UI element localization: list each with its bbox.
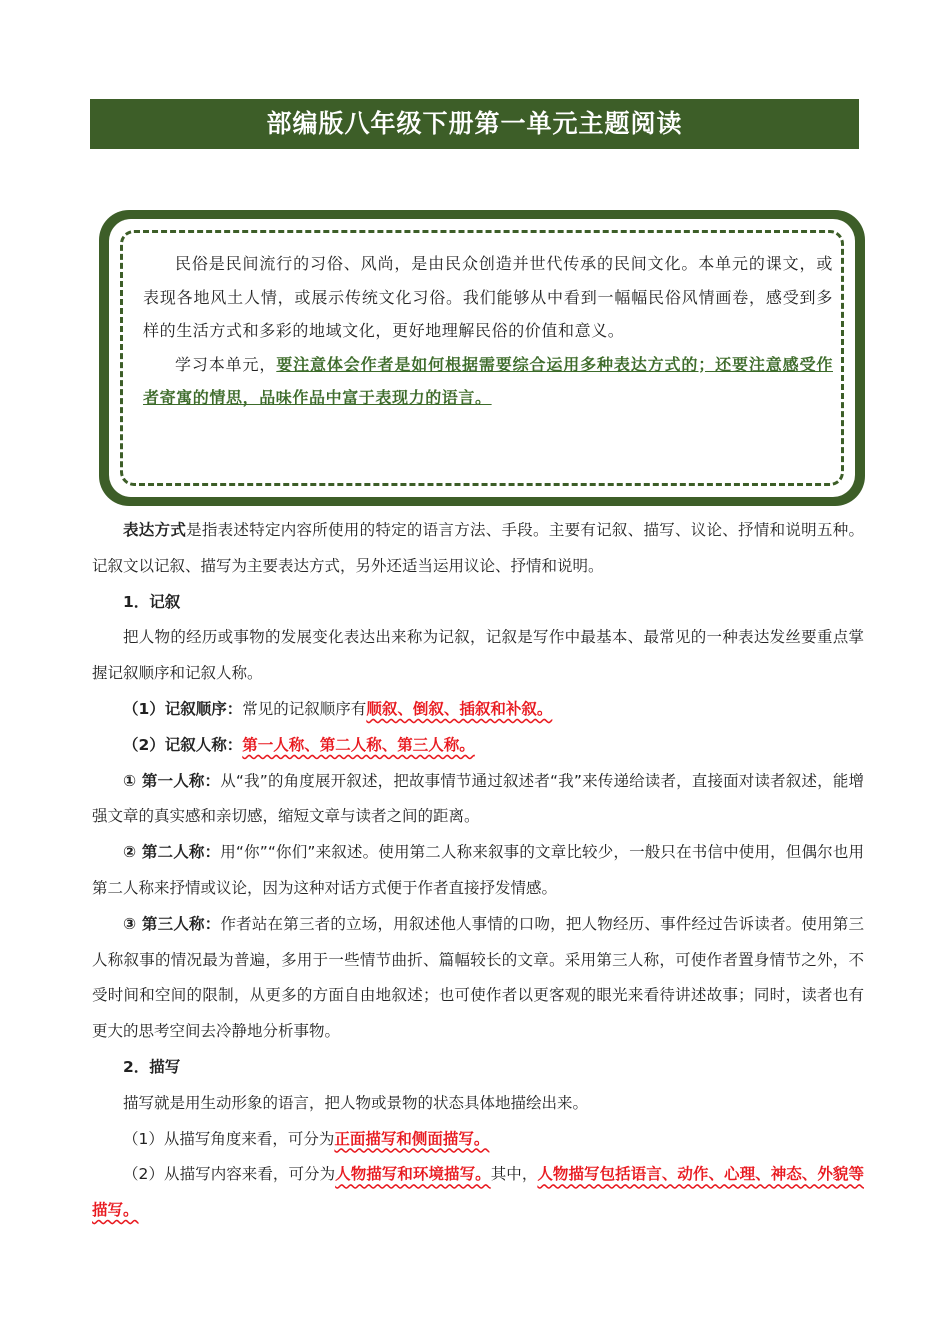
- paragraph-first-person: [92, 764, 864, 836]
- label-narration-order: （1）记叙顺序：: [123, 699, 243, 718]
- highlight-narration-order: 顺叙、倒叙、插叙和补叙。: [366, 699, 553, 718]
- label-second-person: ② 第二人称：: [123, 843, 221, 862]
- paragraph-narration: 把人物的经历或事物的发展变化表达出来称为记叙，记叙是写作中最基本、最常见的一种表达发丝要重点掌握记叙顺序和记叙人称。: [92, 628, 864, 683]
- intro-box: [99, 210, 865, 506]
- label-third-person: ③ 第三人称：: [123, 914, 221, 933]
- highlight-description-content-2: 人物描写包括语言、动作、心理、神态、外貌等描写。: [92, 1165, 864, 1220]
- highlight-description-content-1: 人物描写和环境描写。: [335, 1165, 491, 1184]
- text-narration-order: 常见的记叙顺序有: [242, 699, 367, 718]
- body-text: [92, 513, 864, 1229]
- term-expression: 表达方式: [123, 521, 187, 539]
- intro-inner: [109, 219, 855, 497]
- text-description-content: （2）从描写内容来看，可分为: [123, 1165, 336, 1184]
- label-first-person: ① 第一人称：: [123, 771, 221, 790]
- text-third-person: 作者站在第三者的立场，用叙述他人事情的口吻，把人物经历、事件经过告诉读者。使用第三人称叙事的情况最为普遍，多用于一些情节曲折、篇幅较长的文章。采用第三人称，可使作者置身情节之外，不受时间和空间的限制，从更多的方面自由地叙述；也可使作者以更客观的眼光来看待讲述故事；同时，读者也有更大的思考空间去冷静地分析事物。: [92, 914, 864, 1041]
- intro-paragraph-2: [143, 348, 833, 415]
- page-title: 部编版八年级下册第一单元主题阅读: [90, 99, 859, 149]
- paragraph-narration-person: [92, 728, 864, 764]
- text-description-angle: （1）从描写角度来看，可分为: [123, 1129, 335, 1148]
- heading-narration: 1．记叙: [123, 592, 181, 611]
- paragraph-description-content: [92, 1157, 864, 1229]
- intro-text: [143, 247, 833, 415]
- paragraph-description-angle: [92, 1122, 864, 1158]
- paragraph-expression: [92, 513, 864, 585]
- heading-description: 2．描写: [123, 1057, 181, 1076]
- intro-paragraph-1: 民俗是民间流行的习俗、风尚，是由民众创造并世代传承的民间文化。本单元的课文，或表现各地风土人情，或展示传统文化习俗。我们能够从中看到一幅幅民俗风情画卷，感受到多样的生活方式和多彩的地域文化，更好地理解民俗的价值和意义。: [143, 254, 833, 340]
- label-narration-person: （2）记叙人称：: [123, 735, 243, 754]
- paragraph-second-person: [92, 835, 864, 907]
- highlight-description-angle: 正面描写和侧面描写。: [334, 1129, 490, 1148]
- paragraph-description: 描写就是用生动形象的语言，把人物或景物的状态具体地描绘出来。: [123, 1093, 589, 1112]
- intro-para2-prefix: 学习本单元，: [175, 354, 277, 374]
- intro-para2-highlight: 要注意体会作者是如何根据需要综合运用多种表达方式的；还要注意感受作者寄寓的情思，品味作品中富于表现力的语言。: [143, 354, 833, 407]
- highlight-narration-person: 第一人称、第二人称、第三人称。: [242, 735, 475, 754]
- definition-expression: 是指表述特定内容所使用的特定的语言方法、手段。主要有记叙、描写、议论、抒情和说明五种。记叙文以记叙、描写为主要表达方式，另外还适当运用议论、抒情和说明。: [92, 521, 864, 575]
- text-first-person: 从“我”的角度展开叙述，把故事情节通过叙述者“我”来传递给读者，直接面对读者叙述，能增强文章的真实感和亲切感，缩短文章与读者之间的距离。: [92, 771, 864, 826]
- paragraph-narration-order: [92, 692, 864, 728]
- text-second-person: 用“你”“你们”来叙述。使用第二人称来叙事的文章比较少，一般只在书信中使用，但偶尔也用第二人称来抒情或议论，因为这种对话方式便于作者直接抒发情感。: [92, 843, 865, 897]
- paragraph-third-person: [92, 907, 864, 1050]
- text-description-content-mid: 其中，: [490, 1165, 538, 1184]
